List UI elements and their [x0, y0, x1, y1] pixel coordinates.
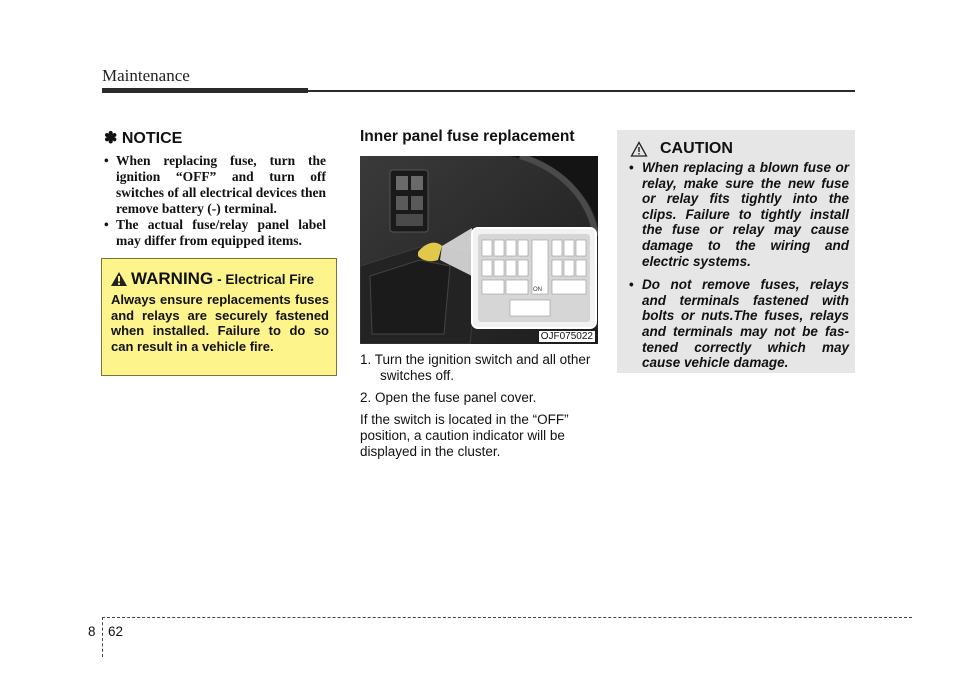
caution-box [617, 130, 855, 373]
warning-heading [110, 269, 314, 289]
step-note: If the switch is located in the “OFF” position, a caution indicator will be displayed in the cluster. [360, 412, 569, 459]
fuse-panel-figure [360, 156, 598, 344]
section-title: Inner panel fuse replacement [360, 128, 575, 145]
caution-word: CAUTION [660, 140, 733, 157]
notice-list [104, 153, 326, 249]
footer-divider [102, 617, 103, 657]
step-2: 2. Open the fuse panel cover. [360, 390, 537, 405]
fuse-panel-illustration [360, 156, 598, 344]
warning-triangle-icon [110, 271, 128, 287]
header-rule-thick [102, 88, 308, 93]
warning-word: WARNING [131, 269, 214, 288]
instructions [360, 352, 598, 466]
warning-text: Always ensure replacements fuses and relays are securely fastened when installed. Failure to do so can result in a vehicle fire. [111, 292, 329, 354]
page-header-title: Maintenance [102, 66, 190, 85]
page-number: 62 [108, 624, 124, 639]
caution-triangle-icon [630, 141, 648, 157]
notice-title: ✽ NOTICE [104, 130, 183, 147]
chapter-number: 8 [88, 624, 96, 639]
caution-item: • When replacing a blown fuse or relay, make sure the new fuse or relay fits tightly into the clips. Failure to tightly install the fuse or relay may cause damage to the wiring and electric systems. [629, 160, 849, 269]
caution-list [629, 160, 849, 379]
notice-item: • The actual fuse/relay panel label may differ from equipped items. [104, 217, 326, 248]
fuse-switch-on-label: ON [533, 287, 542, 293]
header-rule-thin [308, 90, 855, 92]
figure-code: OJF075022 [540, 331, 593, 342]
footer-rule [102, 617, 912, 618]
warning-subtitle: - Electrical Fire [217, 271, 314, 287]
step-1: 1. Turn the ignition switch and all other switches off. [360, 352, 591, 383]
caution-item: • Do not remove fuses, relays and terminals fastened with bolts or nuts.The fuses, relays and terminals may not be fas-tened correctly which may cause vehicle damage. [629, 277, 849, 371]
notice-item: • When replacing fuse, turn the ignition “OFF” and turn off switches of all electrical devices then remove battery (-) terminal. [104, 153, 326, 216]
warning-box [101, 258, 337, 376]
caution-heading [630, 140, 733, 158]
